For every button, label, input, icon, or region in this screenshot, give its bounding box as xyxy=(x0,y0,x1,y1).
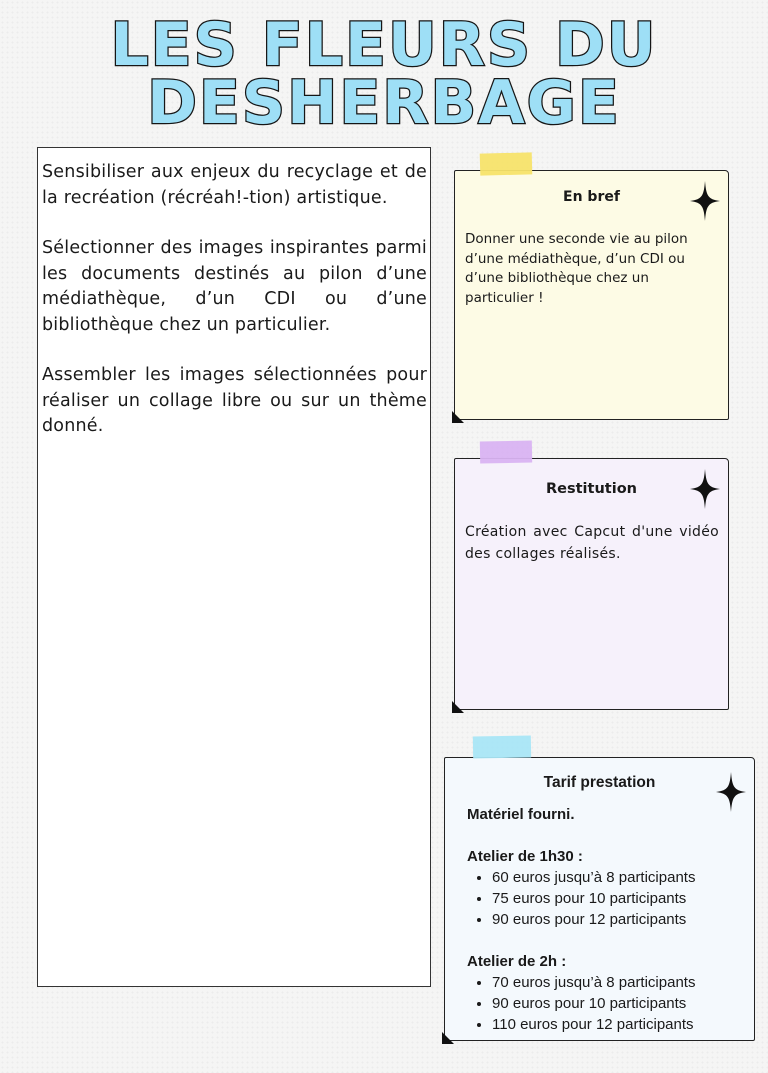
page-curl-icon xyxy=(452,411,464,423)
page-curl-icon xyxy=(442,1032,454,1044)
note-body: Création avec Capcut d'une vidéo des collages réalisés. xyxy=(465,524,719,562)
description-paragraph: Sélectionner des images inspirantes parmi les documents destinés au pilon d’une médiathèque, d’un CDI ou d’une bibliothèque chez un particulier. xyxy=(42,238,427,335)
note-heading: Restitution xyxy=(546,481,637,497)
price-item: • 90 euros pour 10 participants xyxy=(492,993,747,1014)
materiel-note: Matériel fourni. xyxy=(467,806,575,823)
price-item: • 90 euros pour 12 participants xyxy=(492,909,747,930)
sparkle-icon xyxy=(690,181,720,221)
note-heading: Tarif prestation xyxy=(543,774,656,791)
page-title-line-2: DESHERBAGE xyxy=(147,68,621,138)
atelier-1-price-list xyxy=(467,867,747,930)
price-item: • 70 euros jusqu’à 8 participants xyxy=(492,972,747,993)
page-curl-icon xyxy=(452,701,464,713)
tarif-content xyxy=(467,804,747,1035)
note-body: Donner une seconde vie au pilon d’une médiathèque, d’un CDI ou d’une bibliothèque chez un particulier ! xyxy=(465,231,688,306)
tape-strip xyxy=(480,152,533,175)
tape-strip xyxy=(473,735,531,758)
price-item: • 60 euros jusqu’à 8 participants xyxy=(492,867,747,888)
price-item: • 110 euros pour 12 participants xyxy=(492,1014,747,1035)
note-tarif xyxy=(444,757,755,1041)
note-restitution xyxy=(454,458,729,710)
note-heading: En bref xyxy=(563,189,620,205)
description-paragraph: Sensibiliser aux enjeux du recyclage et de la recréation (récréah!-tion) artistique. xyxy=(42,162,427,208)
price-item: • 75 euros pour 10 participants xyxy=(492,888,747,909)
description-paragraph: Assembler les images sélectionnées pour réaliser un collage libre ou sur un thème donné. xyxy=(42,365,427,436)
page-title-line-1: LES FLEURS DU xyxy=(110,10,658,80)
note-en-bref xyxy=(454,170,729,420)
tape-strip xyxy=(480,441,532,464)
sparkle-icon xyxy=(690,469,720,509)
atelier-2-label: Atelier de 2h : xyxy=(467,953,567,970)
atelier-2-price-list xyxy=(467,972,747,1035)
description-panel xyxy=(37,147,431,987)
atelier-1-label: Atelier de 1h30 : xyxy=(467,848,583,865)
